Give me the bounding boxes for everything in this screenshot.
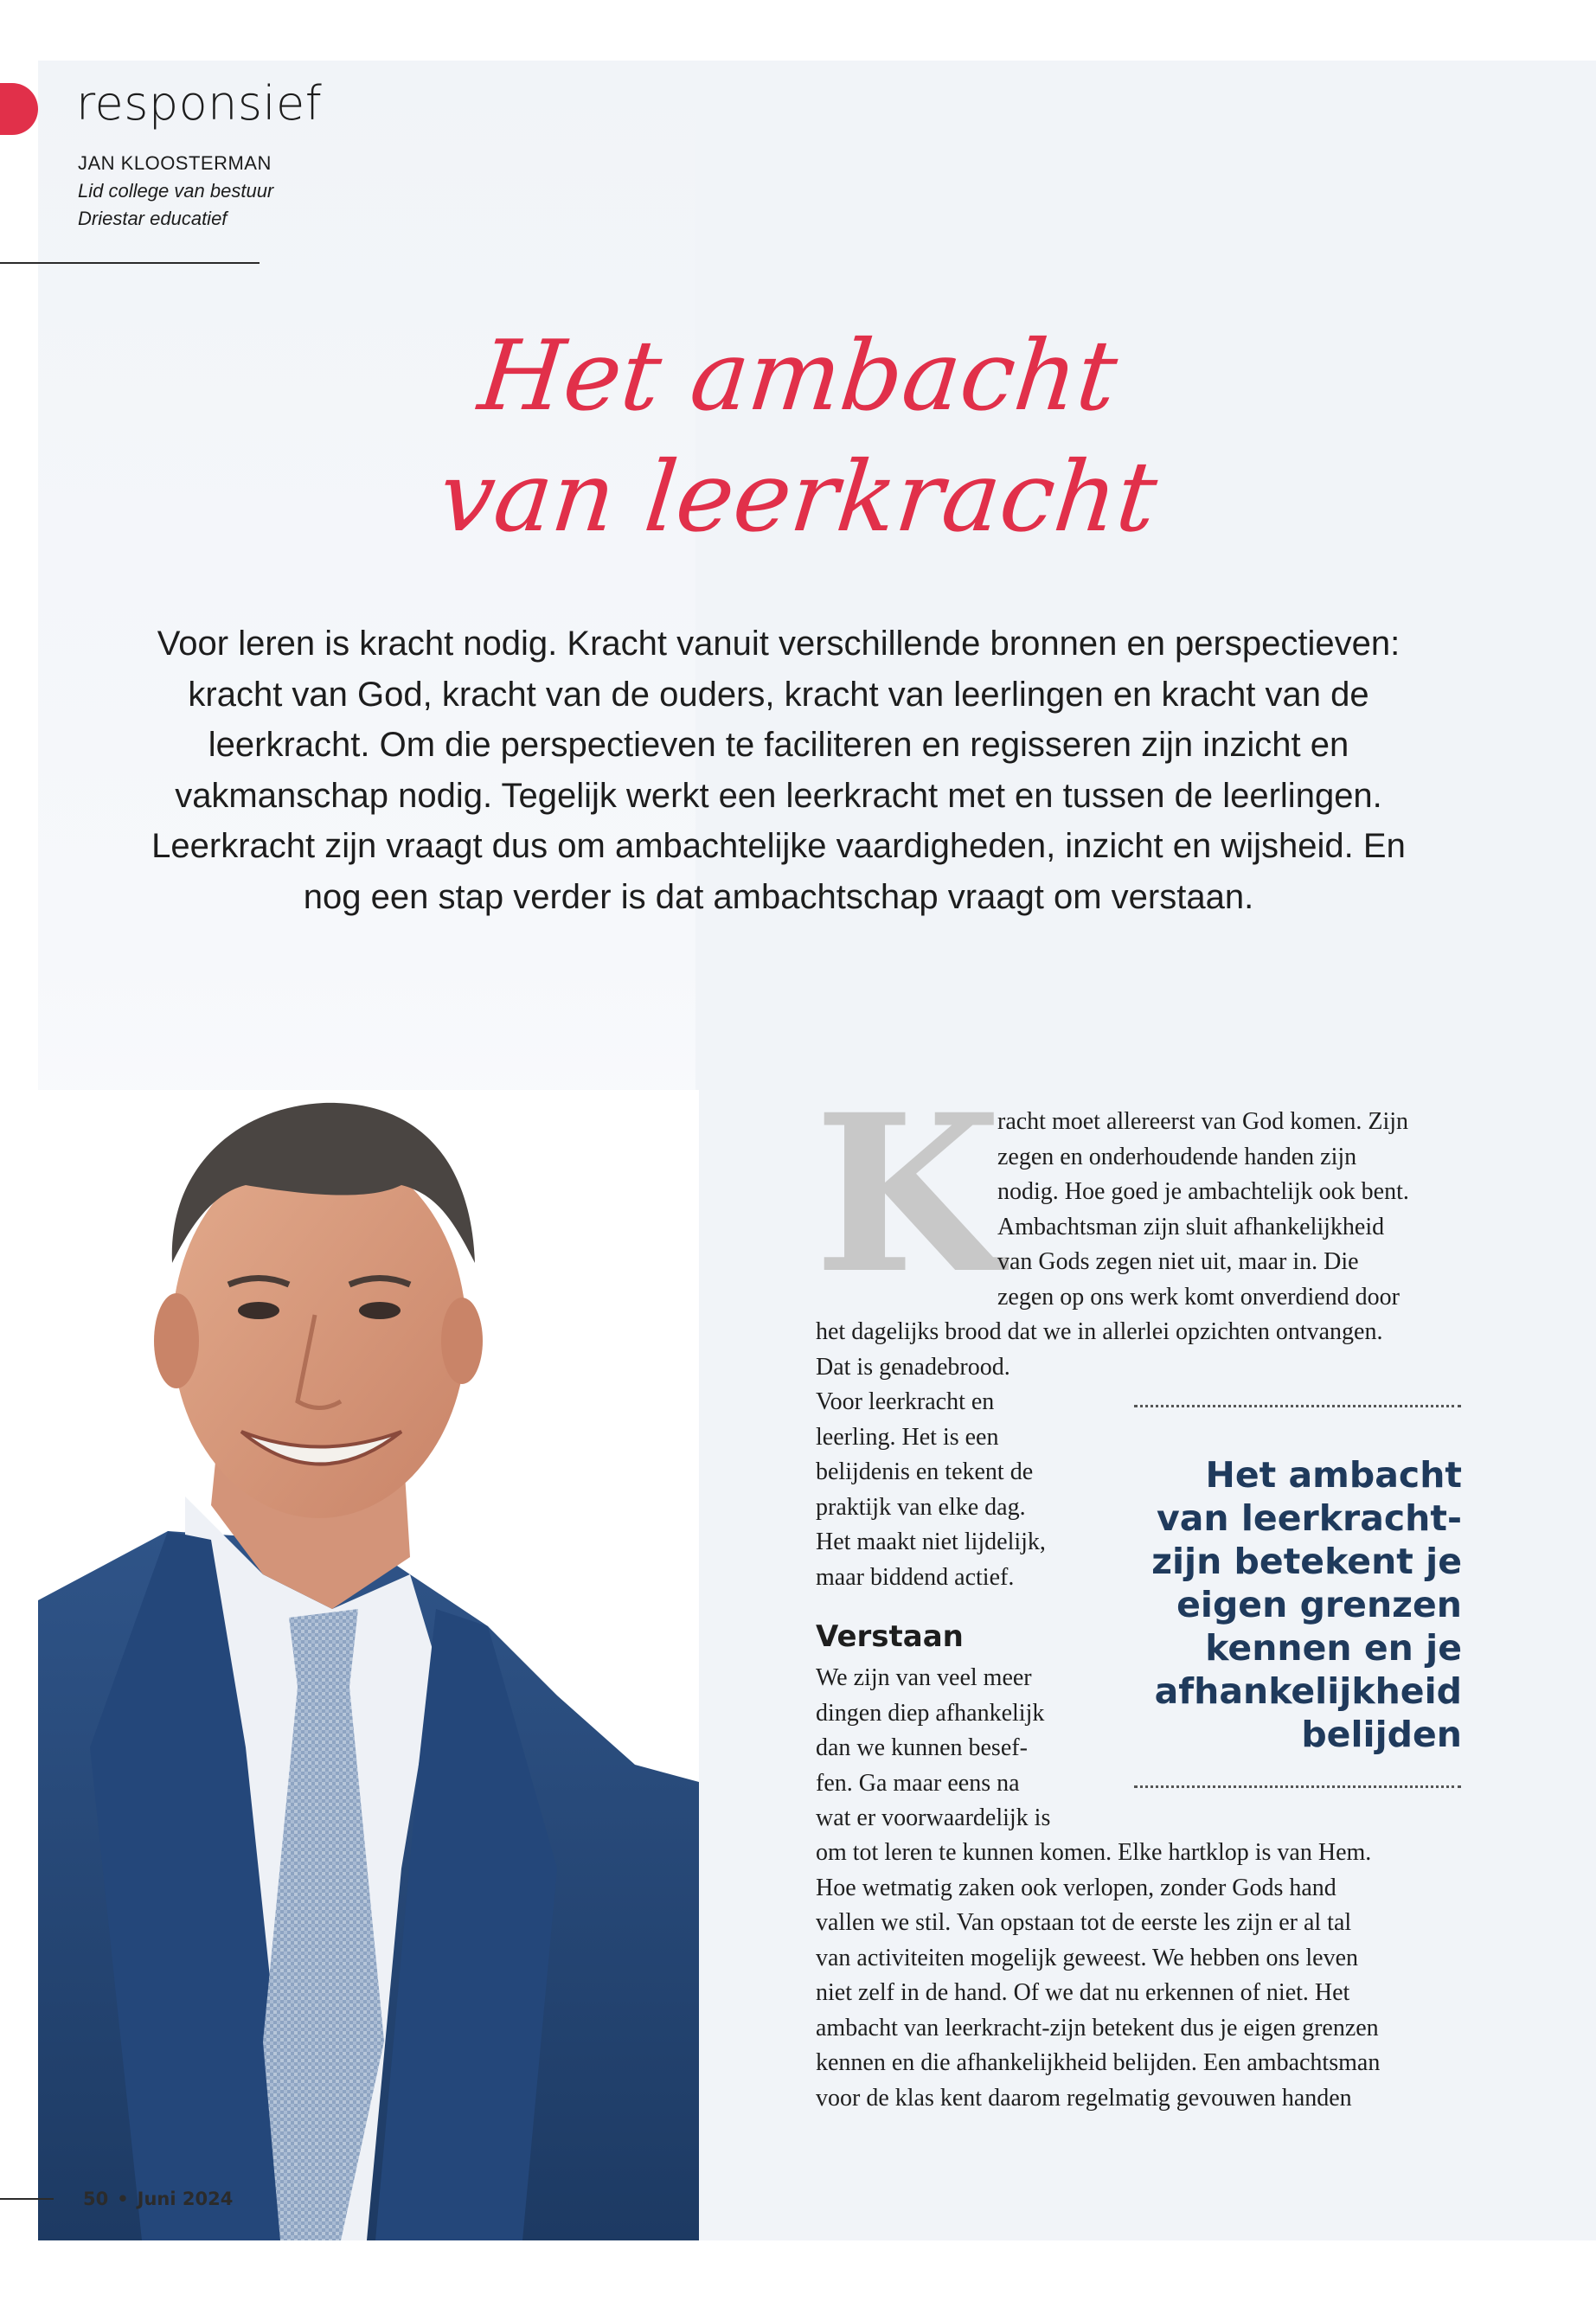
- intro-paragraph: Voor leren is kracht nodig. Kracht vanuit verschillende bronnen en perspectieven: kracht van God, kracht van de ouders, kracht van leerlingen en kracht van de leerkracht. Om die perspectieven te faciliteren en regisseren zijn inzicht en vakmanschap nodig. Tegelijk werkt een leerkracht met en tussen de leerlingen. Leerkracht zijn vraagt dus om ambachtelijke vaardigheden, inzicht en wijsheid. En nog een stap verder is dat ambachtschap vraagt om verstaan.: [151, 625, 1406, 916]
- text-line: racht moet allereerst van God komen. Zijn: [997, 1108, 1409, 1135]
- footer-separator: •: [117, 2189, 129, 2209]
- text-line: van activiteiten mogelijk geweest. We hebben ons leven: [816, 1944, 1359, 1971]
- article-para1-start: [997, 1105, 1465, 1315]
- pull-quote-rule-top: [1134, 1405, 1461, 1407]
- text-line: wat er voorwaardelijk is: [816, 1804, 1051, 1831]
- text-line: ambacht van leerkracht-zijn betekent dus je eigen grenzen: [816, 2014, 1379, 2041]
- text-line: vallen we stil. Van opstaan tot de eerste les zijn er al tal: [816, 1909, 1352, 1936]
- text-line: dan we kunnen besef-: [816, 1734, 1028, 1761]
- text-line: fen. Ga maar eens na: [816, 1769, 1020, 1797]
- author-portrait: [38, 1090, 699, 2240]
- issue-date: Juni 2024: [137, 2189, 234, 2209]
- pull-quote-line: kennen en je: [1205, 1627, 1462, 1669]
- pull-quote-line: Het ambacht: [1205, 1454, 1462, 1496]
- text-line: zegen en onderhoudende handen zijn: [997, 1143, 1357, 1170]
- page-footer: [0, 2189, 233, 2209]
- drop-cap: K: [814, 1067, 1003, 1321]
- text-line: niet zelf in de hand. Of we dat nu erkennen of niet. Het: [816, 1979, 1350, 2006]
- text-line: Ambachtsman zijn sluit afhankelijkheid: [997, 1213, 1385, 1240]
- section-label: responsief: [76, 76, 323, 131]
- footer-rule: [0, 2198, 54, 2200]
- text-line: voor de klas kent daarom regelmatig gevouwen handen: [816, 2084, 1352, 2112]
- text-line: Hoe wetmatig zaken ook verlopen, zonder Gods hand: [816, 1874, 1336, 1901]
- section-marker: [0, 83, 38, 135]
- text-line: het dagelijks brood dat we in allerlei opzichten ontvangen.: [816, 1318, 1383, 1345]
- page-title: [0, 316, 1596, 558]
- text-line: om tot leren te kunnen komen. Elke hartklop is van Hem.: [816, 1839, 1372, 1866]
- pull-quote-line: eigen grenzen: [1176, 1584, 1462, 1625]
- author-organisation: Driestar educatief: [78, 208, 228, 229]
- pull-quote-rule-bottom: [1134, 1785, 1461, 1788]
- pull-quote-line: van leerkracht-: [1156, 1497, 1462, 1539]
- text-line: Dat is genadebrood.: [816, 1353, 1010, 1381]
- text-line: maar biddend actief.: [816, 1563, 1015, 1591]
- text-line: kennen en die afhankelijkheid belijden. Een ambachtsman: [816, 2049, 1381, 2076]
- text-line: Het maakt niet lijdelijk,: [816, 1529, 1046, 1555]
- page-number: 50: [83, 2189, 109, 2209]
- pull-quote-line: belijden: [1301, 1714, 1462, 1755]
- author-divider: [0, 262, 260, 264]
- text-line: leerling. Het is een: [816, 1423, 999, 1451]
- text-line: van Gods zegen niet uit, maar in. Die: [997, 1248, 1359, 1275]
- text-line: praktijk van elke dag.: [816, 1493, 1026, 1521]
- subheading: Verstaan: [816, 1619, 964, 1654]
- text-line: Voor leerkracht en: [816, 1388, 995, 1415]
- author-name: JAN KLOOSTERMAN: [78, 152, 272, 174]
- article-para1-middle: [816, 1315, 1460, 1385]
- text-line: nodig. Hoe goed je ambachtelijk ook bent.: [997, 1178, 1409, 1205]
- author-role: Lid college van bestuur: [78, 180, 274, 202]
- article-para2-end: [816, 1836, 1460, 2116]
- article-para1-end: [816, 1385, 1093, 1595]
- title-line-1: Het ambacht: [473, 320, 1123, 433]
- pull-quote: [1125, 1453, 1462, 1756]
- title-line-2: van leerkracht: [433, 441, 1163, 554]
- text-line: dingen diep afhankelijk: [816, 1699, 1045, 1727]
- text-line: zegen op ons werk komt onverdiend door: [997, 1283, 1400, 1311]
- text-line: belijdenis en tekent de: [816, 1458, 1034, 1485]
- pull-quote-line: afhankelijkheid: [1154, 1670, 1462, 1712]
- article-para2-start: [816, 1661, 1093, 1836]
- text-line: We zijn van veel meer: [816, 1664, 1032, 1691]
- pull-quote-line: zijn betekent je: [1151, 1541, 1462, 1582]
